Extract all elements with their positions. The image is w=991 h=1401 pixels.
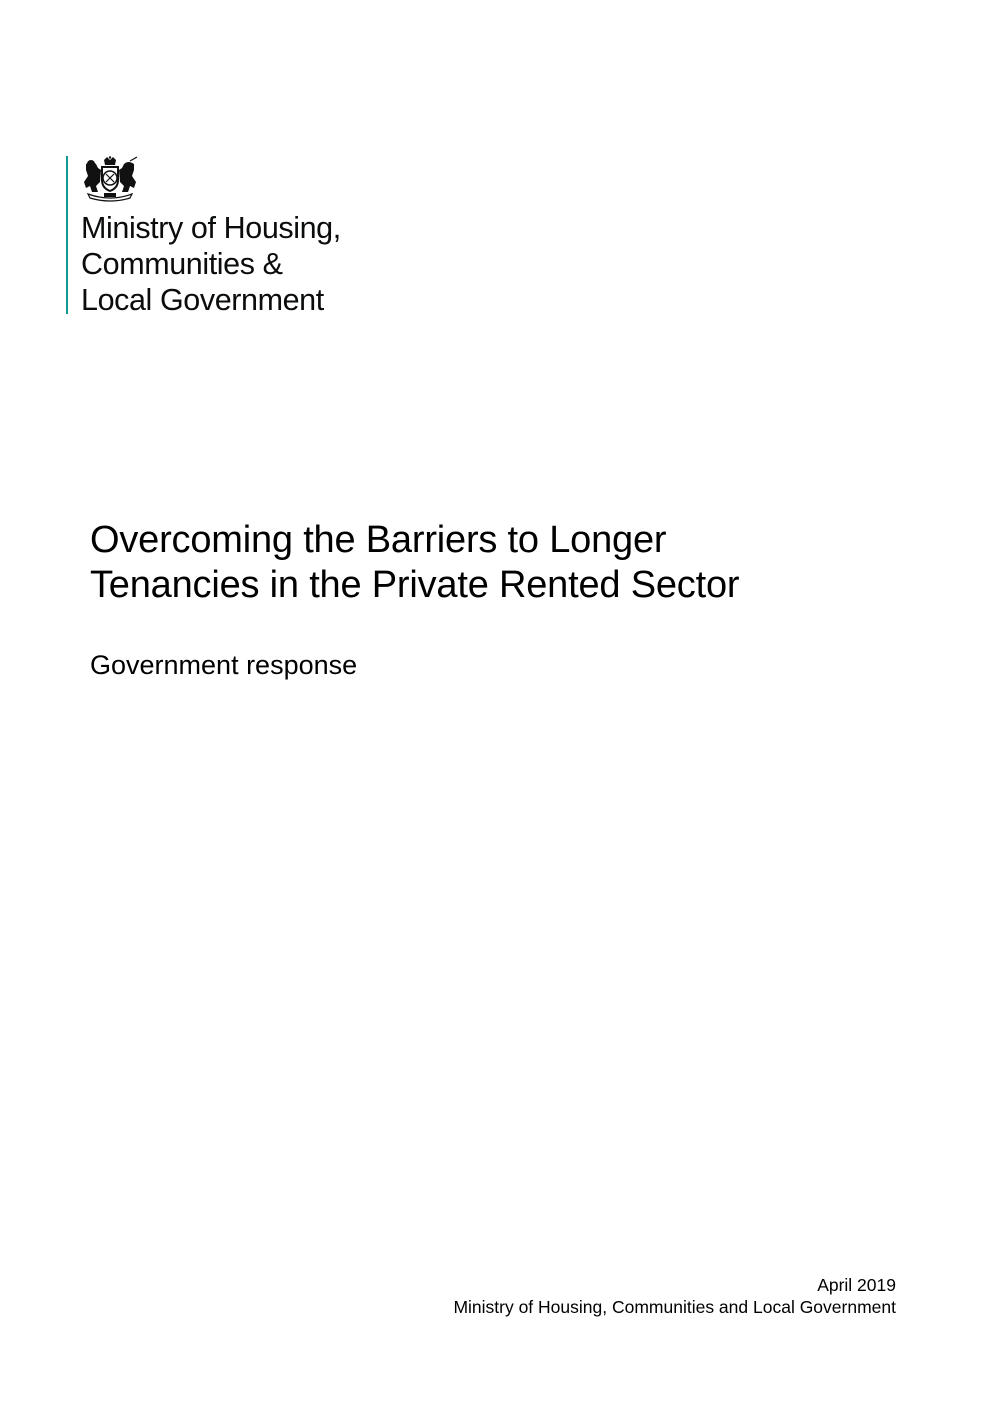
document-title-line-1: Overcoming the Barriers to Longer [90, 519, 667, 561]
royal-coat-of-arms-icon [80, 156, 140, 202]
publication-date: April 2019 [817, 1275, 896, 1295]
document-title [90, 518, 739, 608]
department-name [81, 210, 341, 318]
logo-accent-bar [66, 156, 68, 314]
document-subtitle: Government response [90, 650, 358, 680]
publisher-name: Ministry of Housing, Communities and Local Government [453, 1297, 896, 1317]
department-name-line-1: Ministry of Housing, [81, 211, 341, 245]
department-name-line-3: Local Government [81, 283, 324, 317]
document-footer [453, 1274, 896, 1318]
department-name-line-2: Communities & [81, 247, 283, 281]
document-title-line-2: Tenancies in the Private Rented Sector [90, 564, 740, 606]
